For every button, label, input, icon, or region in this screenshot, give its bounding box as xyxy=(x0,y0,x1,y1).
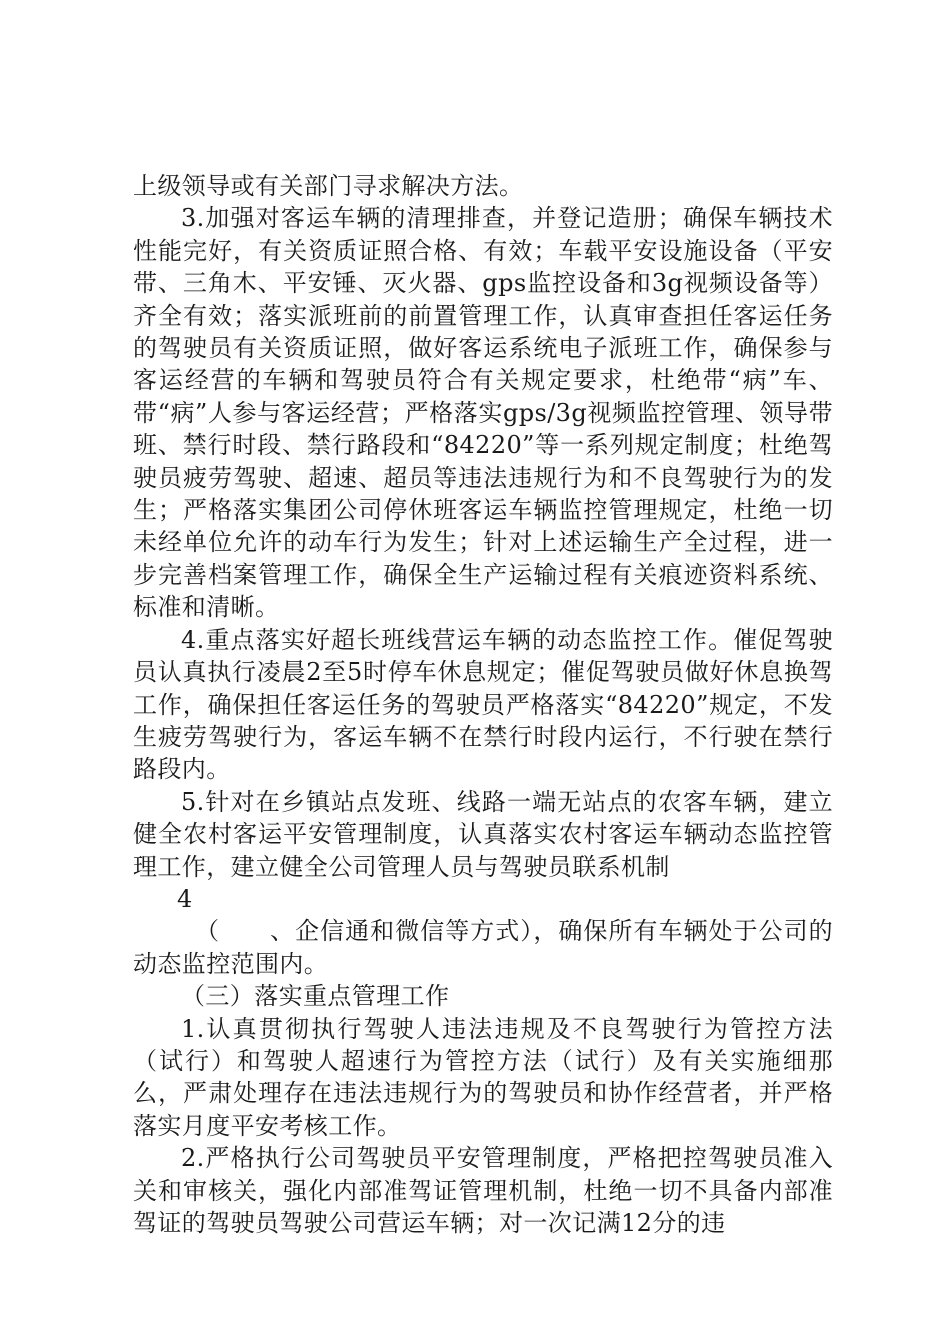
paragraph-continuation-after-page-break: （ 、企信通和微信等方式），确保所有车辆处于公司的动态监控范围内。 xyxy=(133,917,833,978)
paragraph-item-2: 2.严格执行公司驾驶员平安管理制度，严格把控驾驶员准入关和审核关，强化内部准驾证管理机制，杜绝一切不具备内部准驾证的驾驶员驾驶公司营运车辆；对一次记满12分的违 xyxy=(133,1144,833,1237)
section-heading-3: （三）落实重点管理工作 xyxy=(181,982,450,1011)
paragraph-item-1: 1.认真贯彻执行驾驶人违法违规及不良驾驶行为管控方法（试行）和驾驶人超速行为管控方法（试行）及有关实施细那么，严肃处理存在违法违规行为的驾驶员和协作经营者，并严格落实月度平安考核工作。 xyxy=(133,1014,833,1140)
paragraph-item-5: 5.针对在乡镇站点发班、线路一端无站点的农客车辆，建立健全农村客运平安管理制度，认真落实农村客运车辆动态监控管理工作，建立健全公司管理人员与驾驶员联系机制 xyxy=(133,787,833,881)
document-body xyxy=(133,170,833,1239)
paragraph-continuation: 上级领导或有关部门寻求解决方法。 xyxy=(133,172,524,200)
paragraph-item-3: 3.加强对客运车辆的清理排查，并登记造册；确保车辆技术性能完好，有关资质证照合格、有效；车载平安设施设备（平安带、三角木、平安锤、灭火器、gps监控设备和3g视频设备等）齐全有效；落实派班前的前置管理工作，认真审查担任客运任务的驾驶员有关资质证照，做好客运系统电子派班工作，确保参与客运经营的车辆和驾驶员符合有关规定要求，杜绝带“病”车、带“病”人参与客运经营；严格落实gps/3g视频监控管理、领导带班、禁行时段、禁行路段和“84220”等一系列规定制度；杜绝驾驶员疲劳驾驶、超速、超员等违法违规行为和不良驾驶行为的发生；严格落实集团公司停休班客运车辆监控管理规定，杜绝一切未经单位允许的动车行为发生；针对上述运输生产全过程，进一步完善档案管理工作，确保全生产运输过程有关痕迹资料系统、标准和清晰。 xyxy=(133,204,833,622)
paragraph-item-4: 4.重点落实好超长班线营运车辆的动态监控工作。催促驾驶员认真执行凌晨2至5时停车休息规定；催促驾驶员做好休息换驾工作，确保担任客运任务的驾驶员严格落实“84220”规定，不发生疲劳驾驶行为，客运车辆不在禁行时段内运行，不行驶在禁行路段内。 xyxy=(133,625,833,784)
page-number: 4 xyxy=(177,884,193,913)
